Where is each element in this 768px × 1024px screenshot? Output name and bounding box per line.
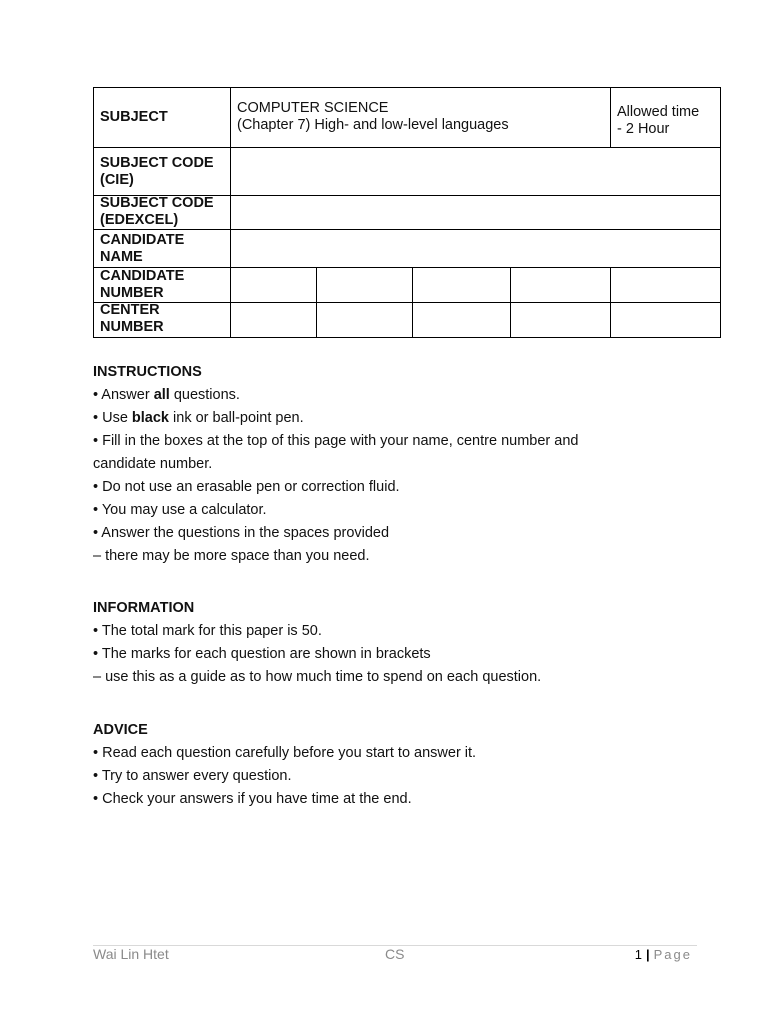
label-line: (EDEXCEL) [100,212,179,228]
text: ink or ball-point pen. [169,410,304,426]
information-section [93,597,713,689]
label-line: CANDIDATE [100,232,185,248]
subject-value [237,100,509,134]
instructions-heading: INSTRUCTIONS [93,364,202,380]
instructions-section [93,361,713,568]
advice-item: • Check your answers if you have time at the end. [93,791,412,807]
footer-subject: CS [385,946,405,962]
instruction-item: • Do not use an erasable pen or correction fluid. [93,479,400,495]
page-number: 1 [634,947,642,962]
advice-item: • Try to answer every question. [93,768,292,784]
information-heading: INFORMATION [93,600,195,616]
table-rule [93,147,721,148]
label-line: CENTER [100,302,160,318]
allowed-time-label: Allowed time [617,104,700,120]
label-line: (CIE) [100,172,134,188]
label-line: NAME [100,249,143,265]
table-rule [610,87,611,148]
label-line: CANDIDATE [100,268,185,284]
emphasis: all [153,387,170,403]
table-rule [510,267,511,338]
table-rule [93,229,721,230]
instruction-item: • Answer the questions in the spaces provided [93,525,390,541]
subject-code-edexcel-label [100,195,214,229]
page-word: Page [653,947,692,962]
center-number-label [100,302,164,336]
instruction-item [93,407,713,430]
text: • Use [93,410,132,426]
page-separator: | [645,947,650,962]
instruction-item [93,384,713,407]
table-rule [93,267,721,268]
candidate-name-label [100,232,184,266]
information-item-cont: – use this as a guide as to how much time to spend on each question. [93,669,542,685]
footer-page-number [635,947,692,962]
label-line: SUBJECT CODE [100,195,214,211]
information-item: • The marks for each question are shown in brackets [93,646,431,662]
footer-author: Wai Lin Htet [93,946,169,962]
text: • Answer [93,387,154,403]
instruction-item: • Fill in the boxes at the top of this page with your name, centre number and [93,433,579,449]
information-item: • The total mark for this paper is 50. [93,623,322,639]
label-line: NUMBER [100,285,164,301]
table-rule [230,87,231,338]
allowed-time [617,104,699,138]
instruction-item: • You may use a calculator. [93,502,267,518]
candidate-number-label [100,268,184,302]
subject-chapter: (Chapter 7) High- and low-level languages [237,117,509,133]
table-rule [93,302,721,303]
allowed-time-value: - 2 Hour [617,121,670,137]
table-rule [316,267,317,338]
text: questions. [169,387,240,403]
subject-title: COMPUTER SCIENCE [237,100,389,116]
advice-section [93,719,713,811]
label-line: NUMBER [100,319,164,335]
advice-heading: ADVICE [93,722,148,738]
emphasis: black [131,410,170,426]
table-rule [412,267,413,338]
subject-label: SUBJECT [100,109,168,125]
instruction-item-cont: – there may be more space than you need. [93,548,370,564]
instruction-item-cont: candidate number. [93,456,213,472]
table-rule [610,267,611,338]
label-line: SUBJECT CODE [100,155,214,171]
advice-item: • Read each question carefully before you start to answer it. [93,745,477,761]
subject-code-cie-label [100,155,214,189]
